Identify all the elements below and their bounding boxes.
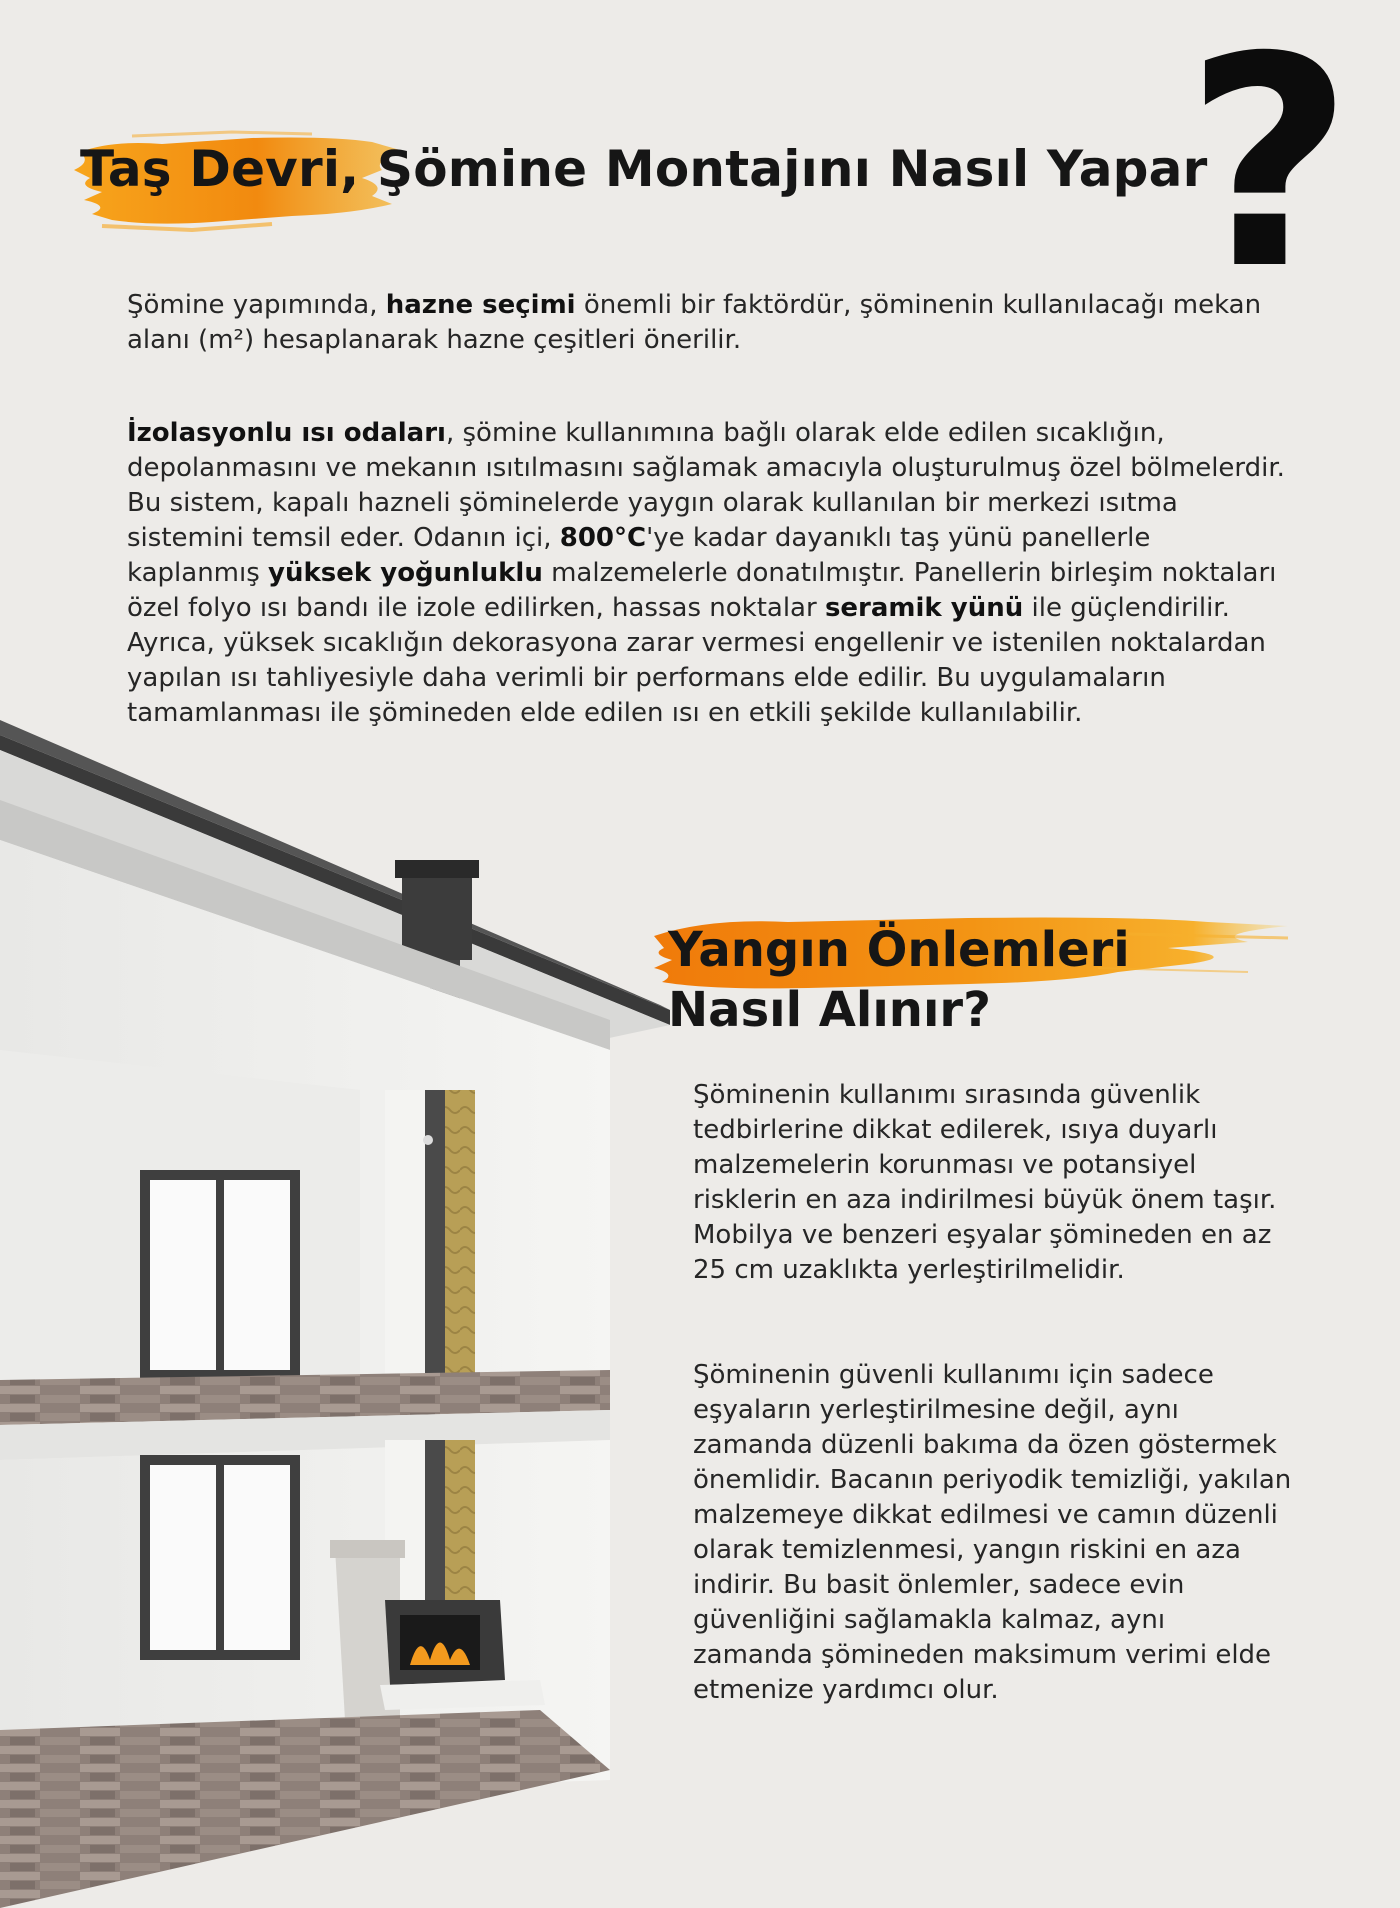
- fire-heading-line1: Yangın Önlemleri: [668, 922, 1130, 978]
- insulation-lower: [440, 1440, 475, 1620]
- isolation-bold-3: yüksek yoğunluklu: [268, 558, 543, 588]
- isolation-paragraph: [127, 416, 1287, 731]
- isolation-text-1: , şömine kullanımına bağlı olarak elde edilen sıcaklığın, depolanmasını ve mekanın ısıtılmasını sağlamak amacıyla oluşturulmuş özel bölmelerdir. Bu sistem, kapalı hazneli şöminelerde yaygın olarak kullanılan bir merkezi ısıtma sistemini temsil eder. Odanın içi,: [127, 418, 1285, 553]
- intro-text-2: önemli bir faktördür, şöminenin kullanılacağı mekan alanı (m²) hesaplanarak hazne çeşitleri önerilir.: [127, 290, 1262, 355]
- fire-heading-block: [668, 920, 1130, 1040]
- page-title: [80, 140, 1207, 198]
- isolation-text-2: 'ye kadar dayanıklı taş yünü panellerle kaplanmış: [127, 523, 1151, 588]
- intro-text-1: Şömine yapımında,: [127, 290, 386, 320]
- title-highlight: Taş Devri,: [80, 140, 360, 198]
- hearth: [380, 1680, 545, 1710]
- isolation-bold-2: 800°C: [559, 523, 647, 553]
- title-block: [80, 140, 1207, 198]
- lower-floor: [0, 1710, 610, 1908]
- fire-heading-line2: Nasıl Alınır?: [668, 982, 991, 1038]
- fire-paragraph-1: Şöminenin kullanımı sırasında güvenlik tedbirlerine dikkat edilerek, ısıya duyarlı malzemelerin korunması ve potansiyel risklerin en aza indirilmesi büyük önem taşır. Mobilya ve benzeri eşyalar şömineden en az 25 cm uzaklıkta yerleştirilmelidir.: [693, 1080, 1277, 1285]
- light-upper: [423, 1135, 433, 1145]
- upper-window-pane-left: [150, 1180, 216, 1370]
- title-rest: Şömine Montajını Nasıl Yapar: [376, 140, 1208, 198]
- flue-pipe-lower: [425, 1440, 445, 1620]
- chimney-top: [402, 870, 472, 960]
- chimney-cap: [395, 860, 479, 878]
- intro-paragraph: [127, 288, 1277, 358]
- lower-window-pane-right: [224, 1465, 290, 1650]
- lower-window-pane-left: [150, 1465, 216, 1650]
- isolation-text-4: ile güçlendirilir. Ayrıca, yüksek sıcaklığın dekorasyona zarar vermesi engellenir ve istenilen noktalardan yapılan ısı tahliyesiyle daha verimli bir performans elde edilir. Bu uygulamaların tamamlanması ile şömineden elde edilen ısı en etkili şekilde kullanılabilir.: [127, 593, 1266, 728]
- isolation-bold-4: seramik yünü: [824, 593, 1024, 623]
- isolation-bold-1: İzolasyonlu ısı odaları: [127, 418, 446, 448]
- isolation-text-3: malzemelerle donatılmıştır. Panellerin birleşim noktaları özel folyo ısı bandı ile izole edilirken, hassas noktalar: [127, 558, 1277, 623]
- house-cutaway-illustration: [0, 720, 680, 1908]
- insulation-upper: [440, 1090, 475, 1390]
- fire-heading: [668, 920, 1130, 1040]
- intro-bold-1: hazne seçimi: [385, 290, 576, 320]
- question-mark-icon: ?: [1185, 0, 1354, 333]
- upper-window-pane-right: [224, 1180, 290, 1370]
- mantel-top: [330, 1540, 405, 1558]
- fire-paragraph-2: Şöminenin güvenli kullanımı için sadece eşyaların yerleştirilmesine değil, aynı zamanda düzenli bakıma da özen göstermek önemlidir. Bacanın periyodik temizliği, yakılan malzemeye dikkat edilmesi ve camın düzenli olarak temizlenmesi, yangın riskini en aza indirir. Bu basit önlemler, sadece evin güvenliğini sağlamakla kalmaz, aynı zamanda şömineden maksimum verimi elde etmenize yardımcı olur.: [693, 1360, 1292, 1705]
